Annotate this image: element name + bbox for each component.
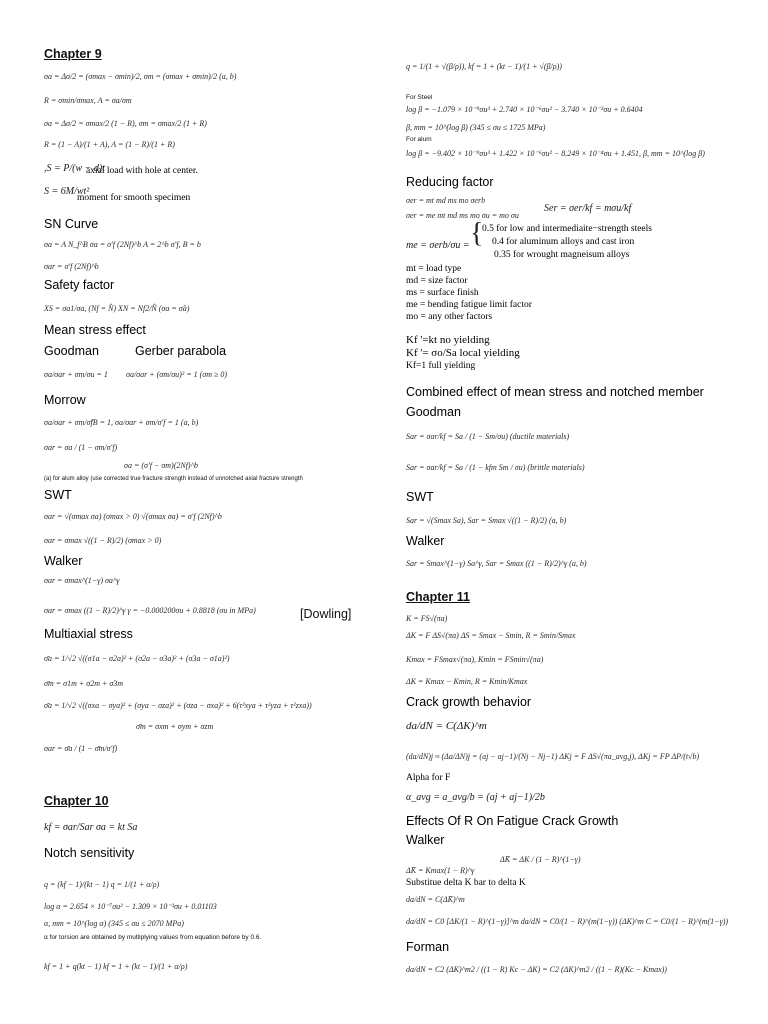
goodman-heading: Goodman (44, 344, 99, 358)
note-torsion: α for torsion are obtained by multiplying values from equation before by 0.6. (44, 934, 262, 941)
equation-kmax-kmin: Kmax = FSmax√(πa), Kmin = FSmin√(πa) (406, 655, 544, 664)
equation-swt-2: σar = σmax √((1 − R)/2) (σmax > 0) (44, 536, 162, 545)
multiaxial-heading: Multiaxial stress (44, 627, 133, 641)
equation-goodman-brittle: Sar = σar/kf = Sa / (1 − kfm Sm / σu) (brittle materials) (406, 463, 585, 472)
definition-mo: mo = any other factors (406, 312, 493, 322)
equation-alum-beta: log β = −9.402 × 10⁻⁹σu³ + 1.422 × 10⁻⁶σu² − 8.249 × 10⁻⁴σu + 1.451, β, mm = 10^(log β) (406, 149, 705, 158)
note-axial-load: axial load with hole at center. (86, 166, 198, 176)
equation-q-beta: q = 1/(1 + √(β/ρ)), kf = 1 + (kt − 1)/(1 + √(β/ρ)) (406, 62, 562, 71)
equation-walker-rate: da/dN = C(ΔK̄)^m (406, 895, 465, 904)
equation-walker-2: σar = σmax ((1 − R)/2)^γ γ = −0.000200σu + 0.8818 (σu in MPa) (44, 606, 256, 615)
crack-growth-heading: Crack growth behavior (406, 695, 532, 709)
equation-sn-1: σa = A N_f^B σa = σ′f (2Nf)^b A = 2^b σ′f, B = b (44, 240, 201, 249)
sn-curve-heading: SN Curve (44, 217, 99, 231)
dowling-reference: [Dowling] (300, 607, 352, 621)
equation-alpha-mm: α, mm = 10^(log α) (345 ≤ σu ≤ 2070 MPa) (44, 919, 184, 928)
equation-alpha-average: α_avg = a_avg/b = (aj + aj−1)/2b (406, 792, 545, 803)
equation-walker-1: σar = σmax^(1−γ) σa^γ (44, 576, 120, 585)
equation-crack-rate: (da/dN)j ≈ (Δa/ΔN)j = (aj − aj−1)/(Nj − Nj−1) ΔKj = F ΔS√(πa_avg,j), ΔKj = FP ΔP/(t√b) (406, 752, 700, 761)
walker-crack-heading: Walker (406, 833, 445, 847)
walker-notched-heading: Walker (406, 534, 445, 548)
kf-local-yielding: Kf '= σo/Sa local yielding (406, 347, 520, 359)
equation-forman: da/dN = C2 (ΔK)^m2 / ((1 − R) Kc − ΔK) = C2 (ΔK)^m2 / ((1 − R)(Kc − Kmax)) (406, 965, 667, 974)
equation-safety-factor: XS = σa1/σa, (Nf = N̂) XN = Nf2/N̂ (σa = σ̂a) (44, 304, 190, 313)
equation-sn-2: σar = σ′f (2Nf)^b (44, 262, 99, 271)
equation-stress-amplitude: σa = Δσ/2 = σmax/2 (1 − R), σm = σmax/2 (1 + R) (44, 119, 207, 128)
me-option-aluminum: 0.4 for aluminum alloys and cast iron (492, 237, 635, 247)
equation-walker-delta-k: ΔK̄ = ΔK / (1 − R)^(1−γ) (500, 855, 581, 864)
gerber-heading: Gerber parabola (135, 344, 227, 358)
equation-multiaxial-1: σ̄a = 1/√2 √((σ1a − σ2a)² + (σ2a − σ3a)² + (σ3a − σ1a)²) (44, 654, 230, 663)
equation-ratio-conversion: R = (1 − A)/(1 + A), A = (1 − R)/(1 + R) (44, 140, 175, 149)
equation-gerber: σa/σar + (σm/σu)² = 1 (σm ≥ 0) (126, 370, 228, 379)
equation-bending-stress: S = 6M/wt² (44, 186, 90, 197)
equation-ratio: R = σmin/σmax, A = σa/σm (44, 96, 132, 105)
definition-me: me = bending fatigue limit factor (406, 300, 532, 310)
equation-multiaxial-5: σar = σ̄a / (1 − σ̄m/σ′f) (44, 744, 118, 753)
brace-symbol: { (470, 218, 484, 249)
combined-effect-heading: Combined effect of mean stress and notched member (406, 385, 704, 399)
equation-amplitude: σa = Δσ/2 = (σmax − σmin)/2, σm = (σmax + σmin)/2 (a, b) (44, 72, 237, 81)
equation-log-alpha: log α = 2.654 × 10⁻⁷σu² − 1.309 × 10⁻³σu + 0.01103 (44, 902, 217, 911)
swt-heading: SWT (44, 488, 72, 502)
equation-delta-k-ratio: ΔK = Kmax − Kmin, R = Kmin/Kmax (406, 677, 528, 686)
note-substitute: Substitue delta K bar to delta K (406, 878, 526, 888)
kf-full-yielding: Kf=1 full yielding (406, 361, 476, 371)
effects-of-r-heading: Effects Of R On Fatigue Crack Growth (406, 814, 619, 828)
equation-morrow-1: σa/σar + σm/σ̃fB = 1, σa/σar + σm/σ′f = 1 (a, b) (44, 418, 199, 427)
label-for-alum: For alum (406, 136, 432, 143)
me-option-magnesium: 0.35 for wrought magneisum alloys (494, 250, 630, 260)
equation-stress-intensity: K = FS√(πa) (406, 614, 448, 623)
reducing-factor-heading: Reducing factor (406, 175, 494, 189)
definition-md: md = size factor (406, 276, 468, 286)
note-morrow-alum: (a) for alum alloy (use corrected true fracture strength instead of unnotched axial fracture strength (44, 476, 303, 482)
notch-sensitivity-heading: Notch sensitivity (44, 846, 135, 860)
equation-goodman: σa/σar + σm/σu = 1 (44, 370, 108, 379)
morrow-heading: Morrow (44, 393, 86, 407)
equation-walker-kmax: ΔK̄ = Kmax(1 − R)^γ (406, 866, 475, 875)
equation-kf-relation: kf = 1 + q(kt − 1) kf = 1 + (kt − 1)/(1 + α/ρ) (44, 962, 188, 971)
equation-goodman-ductile: Sar = σar/kf = Sa / (1 − Sm/σu) (ductile materials) (406, 432, 570, 441)
equation-paris-law: da/dN = C(ΔK)^m (406, 720, 487, 732)
me-option-steel: 0.5 for low and intermediaite−strength steels (482, 224, 652, 234)
equation-swt-1: σar = √(σmax σa) (σmax > 0) √(σmax σa) = σ′f (2Nf)^b (44, 512, 222, 521)
equation-steel-beta: log β = −1.079 × 10⁻⁹σu³ + 2.740 × 10⁻⁶σu² − 3.740 × 10⁻³σu + 0.6404 (406, 105, 643, 114)
equation-morrow-2: σar = σa / (1 − σm/σ′f) (44, 443, 118, 452)
note-smooth-specimen: moment for smooth specimen (77, 193, 191, 203)
safety-factor-heading: Safety factor (44, 278, 115, 292)
forman-heading: Forman (406, 940, 450, 954)
note-alpha-for-f: Alpha for F (406, 773, 451, 783)
label-for-steel: For Steel (406, 94, 433, 101)
equation-axial-stress: ,S = P/(w − d)t (44, 163, 105, 174)
chapter-10-heading: Chapter 10 (44, 794, 109, 808)
walker-heading: Walker (44, 554, 83, 568)
chapter-9-heading: Chapter 9 (44, 47, 102, 61)
equation-morrow-3: σa = (σ′f − σm)(2Nf)^b (124, 461, 198, 470)
equation-steel-beta-mm: β, mm = 10^(log β) (345 ≤ σu ≤ 1725 MPa) (406, 123, 546, 132)
equation-walker-final: da/dN = C0 [ΔK/(1 − R)^(1−γ)]^m da/dN = C0/(1 − R)^(m(1−γ)) (ΔK)^m C = C0/(1 − R)^(m(1−γ)) (406, 917, 729, 926)
equation-swt-notched: Sar = √(Smax Sa), Sar = Smax √((1 − R)/2) (a, b) (406, 516, 567, 525)
swt-notched-heading: SWT (406, 490, 434, 504)
definition-ms: ms = surface finish (406, 288, 479, 298)
kf-no-yielding: Kf '=kt no yielding (406, 334, 490, 346)
equation-delta-k: ΔK = F ΔS√(πa) ΔS = Smax − Smin, R = Smin/Smax (406, 631, 576, 640)
equation-fatigue-notch: kf = σar/Sar σa = kt Sa (44, 822, 138, 833)
equation-multiaxial-3: σ̄a = 1/√2 √((σxa − σya)² + (σya − σza)² + (σza − σxa)² + 6(τ²xya + τ²yza + τ²zxa)) (44, 701, 312, 710)
equation-reduce-2: σer = me mt md ms mo σu = mo σu (406, 211, 519, 220)
equation-me: me = σerb/σu = (406, 240, 470, 251)
equation-notch-sensitivity: q = (kf − 1)/(kt − 1) q = 1/(1 + α/ρ) (44, 880, 160, 889)
equation-multiaxial-4: σ̄m = σxm + σym + σzm (136, 722, 214, 731)
equation-ser: Ser = σer/kf = mσu/kf (544, 203, 632, 214)
equation-walker-notched: Sar = Smax^(1−γ) Sa^γ, Sar = Smax ((1 − R)/2)^γ (a, b) (406, 559, 587, 568)
goodman-notched-heading: Goodman (406, 405, 461, 419)
chapter-11-heading: Chapter 11 (406, 590, 470, 604)
mean-stress-heading: Mean stress effect (44, 323, 146, 337)
equation-reduce-1: σer = mt md ms mo σerb (406, 196, 486, 205)
equation-multiaxial-2: σ̄m = σ1m + σ2m + σ3m (44, 679, 124, 688)
definition-mt: mt = load type (406, 264, 462, 274)
